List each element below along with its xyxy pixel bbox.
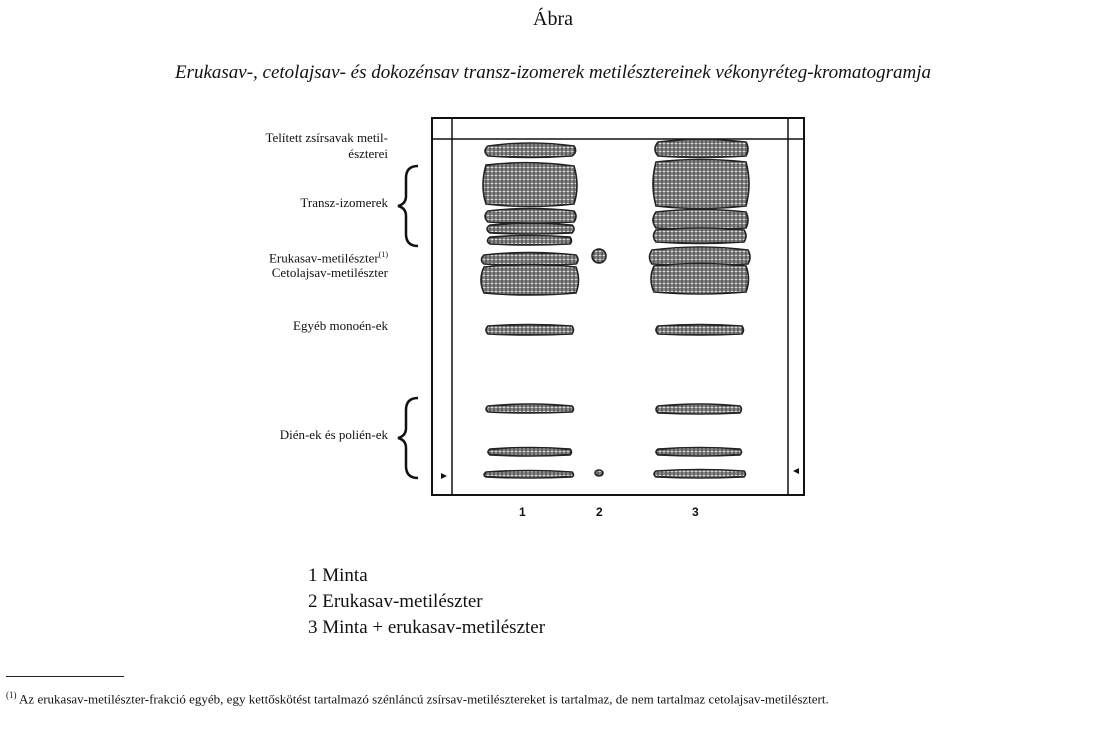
- lane-2-spot-origin: [595, 470, 603, 476]
- footnote-marker: (1): [6, 690, 17, 700]
- lane-3-spot-saturated: [655, 140, 748, 158]
- lane-3-spot-trans-3: [654, 228, 747, 244]
- trans-brace: [398, 166, 418, 246]
- label-erucic-text: Erukasav-metilészter: [268, 250, 379, 266]
- lane-number-1: 1: [519, 505, 526, 519]
- lane-1-spot-trans-3: [487, 224, 574, 235]
- label-saturated-line1: Telített zsírsavak metil-: [265, 130, 388, 145]
- legend-item-2: [308, 591, 483, 613]
- lane-1-spot-trans-4: [488, 236, 572, 246]
- lane-3-spot-monoenes: [656, 325, 744, 336]
- lane-1-spot-monoenes: [486, 325, 574, 336]
- label-cetoleic: Cetolajsav-metilészter: [271, 265, 388, 280]
- legend-text: Minta: [322, 565, 368, 586]
- footnote-text: Az erukasav-metilészter-frakció egyéb, egy kettőskötést tartalmazó szénláncú zsírsav-metilésztereket is tartalmaz, de nem tartalmaz cetolajsav-metilésztert.: [19, 691, 829, 707]
- lane-3-spot-trans-2: [653, 210, 748, 230]
- lane-1-spot-cetoleic: [481, 265, 579, 296]
- legend-item-3: [308, 617, 545, 639]
- lane-1-spot-saturated: [485, 143, 576, 158]
- legend-item-1: [308, 565, 368, 587]
- dienes-brace: [398, 398, 418, 478]
- footnote-rule: [6, 676, 124, 677]
- lane-2-spot-erucic: [592, 249, 606, 263]
- footnote: [6, 690, 829, 707]
- lane-1-spot-diene-2: [488, 448, 572, 457]
- lane-number-3: 3: [692, 505, 699, 519]
- legend-num: 1: [308, 565, 318, 586]
- lane-3-spot-diene-2: [656, 448, 742, 457]
- start-marker-right: [793, 468, 799, 474]
- figure-subtitle: Erukasav-, cetolajsav- és dokozénsav transz-izomerek metilésztereinek vékonyréteg-kromatogramja: [174, 62, 932, 83]
- legend-text: Minta + erukasav-metilészter: [322, 617, 546, 638]
- label-monoenes: Egyéb monoén-ek: [293, 318, 388, 333]
- lane-3-spot-cetoleic: [651, 264, 749, 295]
- lane-1-spot-trans-1: [483, 163, 577, 207]
- label-erucic-ref: (1): [378, 250, 388, 259]
- label-trans: Transz-izomerek: [300, 195, 388, 210]
- lane-1-spot-diene-3: [484, 471, 574, 479]
- start-marker-left: [441, 473, 447, 479]
- lane-number-2: 2: [596, 505, 603, 519]
- lane-3-spot-diene-3: [654, 470, 746, 479]
- label-dienes: Dién-ek és polién-ek: [279, 427, 388, 442]
- lane-1-spot-diene-1: [486, 404, 574, 413]
- legend-num: 3: [308, 617, 318, 638]
- lane-3-spots: [650, 140, 751, 479]
- lane-1-spot-erucic: [482, 253, 579, 266]
- label-saturated-line2: észterei: [348, 146, 388, 161]
- legend-text: Erukasav-metilészter: [322, 591, 483, 612]
- lane-1-spots: [481, 143, 579, 478]
- lane-2-spots: [592, 249, 606, 476]
- lane-3-spot-diene-1: [656, 404, 742, 414]
- lane-1-spot-trans-2: [485, 209, 576, 224]
- legend-num: 2: [308, 591, 318, 612]
- figure-heading: Ábra: [533, 8, 573, 30]
- lane-3-spot-trans-1: [653, 160, 749, 209]
